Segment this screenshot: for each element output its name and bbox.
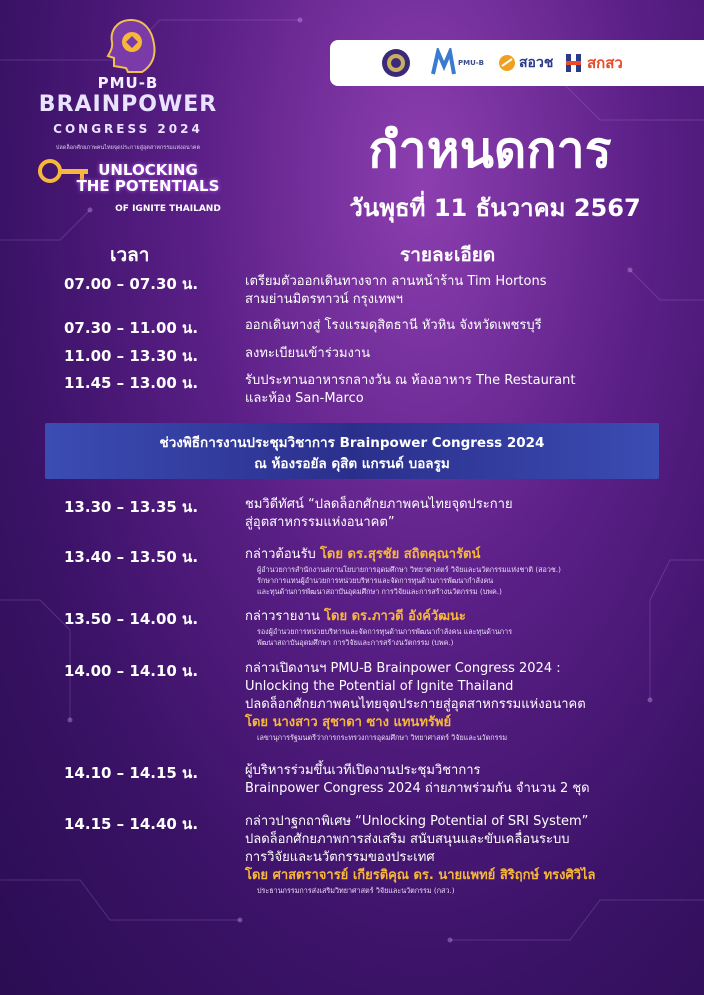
schedule-detail: ชมวิดีทัศน์ “ปลดล็อกศักยภาพคนไทยจุดประกาย สู่อุตสาหกรรมแห่งอนาคต”	[245, 497, 513, 530]
ceremony-banner	[45, 423, 659, 479]
column-header-detail: รายละเอียด	[400, 244, 496, 266]
logo-tagline: ปลดล็อกศักยภาพคนไทยจุดประกายสู่อุตสาหกรรมแห่งอนาคต	[55, 145, 201, 151]
schedule-detail: ลงทะเบียนเข้าร่วมงาน	[245, 346, 371, 361]
speaker-name: โดย ดร.ภาวดี อังค์วัฒนะ	[324, 609, 466, 624]
page-title: กำหนดการ	[368, 121, 612, 179]
event-date: วันพุธที่ 11 ธันวาคม 2567	[349, 194, 641, 222]
schedule-detail: ผู้บริหารร่วมขึ้นเวทีเปิดงานประชุมวิชาการ Brainpower Congress 2024 ถ่ายภาพร่วมกัน จำนวน 2 ชุด	[245, 763, 590, 796]
banner-line-2: ณ ห้องรอยัล ดุสิต แกรนด์ บอลรูม	[254, 456, 450, 472]
schedule-time: 07.30 – 11.00 น.	[64, 319, 199, 337]
schedule-detail: กล่าวรายงาน โดย ดร.ภาวดี อังค์วัฒนะ รองผู้อำนวยการหน่วยบริหารและจัดการทุนด้านการพัฒนากำลังคน และทุนด้านการ พัฒนาสถาบันอุดมศึกษา การวิจัยและการสร้างนวัตกรรม (บพค.)	[245, 609, 513, 647]
schedule-time: 14.15 – 14.40 น.	[64, 815, 199, 833]
sorkorsor-logo: สกสว	[564, 48, 623, 78]
pmu-b-logo: PMU-B	[430, 48, 484, 78]
schedule-detail: กล่าวเปิดงานฯ PMU-B Brainpower Congress 2024 : Unlocking the Potential of Ignite Thailand ปลดล็อกศักยภาพคนไทยจุดประกายสู่อุตสาหกรรมแห่งอนาคต โดย นางสาว สุชาดา ซาง แทนทรัพย์ เลขานุการรัฐมนตรีว่าการกระทรวงการอุดมศึกษา วิทยาศาสตร์ วิจัยและนวัตกรรม	[245, 660, 685, 743]
schedule-detail: กล่าวต้อนรับ โดย ดร.สุรชัย สถิตคุณารัตน์ ผู้อำนวยการสำนักงานสภานโยบายการอุดมศึกษา วิทยาศาสตร์ วิจัยและนวัตกรรมแห่งชาติ (สอวช.) รักษาการแทนผู้อำนวยการหน่วยบริหารและจัดการทุนด้านการพัฒนากำลังคน และทุนด้านการพัฒนาสถาบันอุดมศึกษา การวิจัยและการสร้างนวัตกรรม (บพค.)	[245, 547, 561, 596]
schedule-time: 13.30 – 13.35 น.	[64, 498, 199, 516]
partner-logo-bar	[330, 40, 704, 86]
speaker-name: โดย ดร.สุรชัย สถิตคุณารัตน์	[319, 547, 481, 562]
schedule-time: 14.10 – 14.15 น.	[64, 764, 199, 782]
schedule-detail: กล่าวปาฐกถาพิเศษ “Unlocking Potential of SRI System” ปลดล็อกศักยภาพการส่งเสริม สนับสนุนและขับเคลื่อนระบบ การวิจัยและนวัตกรรมของประเทศ โดย ศาสตราจารย์ เกียรติคุณ ดร. นายแพทย์ สิริฤกษ์ ทรงศิวิไล ประธานกรรมการส่งเสริมวิทยาศาสตร์ วิจัยและนวัตกรรม (กสว.)	[245, 813, 685, 896]
schedule-detail: รับประทานอาหารกลางวัน ณ ห้องอาหาร The Restaurant และห้อง San-Marco	[245, 373, 576, 406]
schedule-time: 13.40 – 13.50 น.	[64, 548, 199, 566]
logo-congress-text: CONGRESS 2024	[53, 122, 203, 136]
schedule-time: 13.50 – 14.00 น.	[64, 610, 199, 628]
logo-pmub-text: PMU-B	[97, 74, 159, 92]
speaker-name: โดย นางสาว สุชาดา ซาง แทนทรัพย์	[245, 715, 452, 730]
logo-unlocking-text: UNLOCKING THE POTENTIALS	[76, 161, 220, 195]
schedule-time: 11.00 – 13.30 น.	[64, 347, 199, 365]
logo-ignite-text: OF IGNITE THAILAND	[115, 204, 221, 214]
schedule-detail: เตรียมตัวออกเดินทางจาก ลานหน้าร้าน Tim Hortons สามย่านมิตรทาวน์ กรุงเทพฯ	[245, 274, 547, 307]
schedule-detail: ออกเดินทางสู่ โรงแรมดุสิตธานี หัวหิน จังหวัดเพชรบุรี	[245, 318, 542, 333]
sorwor-logo: สอวช	[498, 48, 553, 78]
speaker-name: โดย ศาสตราจารย์ เกียรติคุณ ดร. นายแพทย์ สิริฤกษ์ ทรงศิวิไล	[245, 868, 596, 883]
column-header-time: เวลา	[110, 244, 150, 266]
university-seal-icon	[380, 48, 412, 78]
schedule-time: 14.00 – 14.10 น.	[64, 662, 199, 680]
schedule-time: 07.00 – 07.30 น.	[64, 275, 199, 293]
brain-head-icon	[102, 16, 160, 74]
banner-line-1: ช่วงพิธีการงานประชุมวิชาการ Brainpower Congress 2024	[159, 435, 545, 451]
logo-brainpower-text: BRAINPOWER	[38, 92, 218, 117]
brainpower-congress-logo	[28, 14, 228, 234]
schedule-time: 11.45 – 13.00 น.	[64, 374, 199, 392]
